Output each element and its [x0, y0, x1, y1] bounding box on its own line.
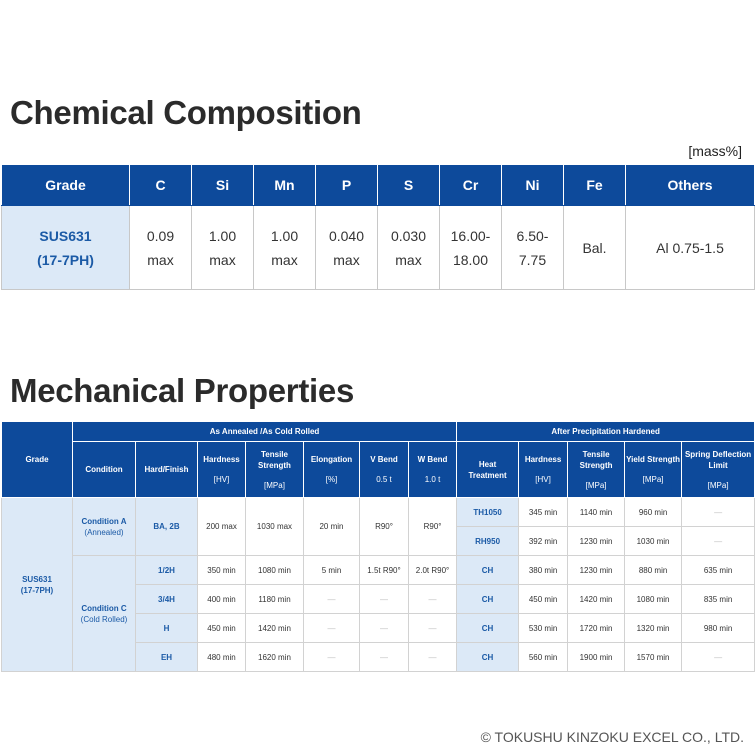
th1050-yield: 960 min	[625, 498, 682, 527]
mech-header-grade: Grade	[2, 422, 73, 498]
heat-treatment-cell: CH	[457, 643, 519, 672]
ph-hardness-cell: 560 min	[519, 643, 568, 672]
chem-header-fe: Fe	[564, 165, 626, 206]
elongation-cell: —	[304, 643, 360, 672]
chem-p-value: 0.040 max	[316, 206, 378, 290]
chem-header-c: C	[130, 165, 192, 206]
spring-cell: 635 min	[682, 556, 755, 585]
chem-mn-value: 1.00 max	[254, 206, 316, 290]
chem-c-value: 0.09 max	[130, 206, 192, 290]
rh950-tensile: 1230 min	[568, 527, 625, 556]
finish-cell: 3/4H	[136, 585, 198, 614]
wbend-cell: 2.0t R90°	[409, 556, 457, 585]
condition-a-cell: Condition A (Annealed)	[73, 498, 136, 556]
vbend-cell: —	[360, 585, 409, 614]
hardness-cell: 350 min	[198, 556, 246, 585]
heat-treatment-cell: CH	[457, 585, 519, 614]
wbend-cell: —	[409, 643, 457, 672]
chem-s-value: 0.030 max	[378, 206, 440, 290]
mech-header-hardness: Hardness [HV]	[198, 442, 246, 498]
mech-header-vbend: V Bend 0.5 t	[360, 442, 409, 498]
mech-header-ph-hardness: Hardness [HV]	[519, 442, 568, 498]
rh950-hardness: 392 min	[519, 527, 568, 556]
chem-grade-name: SUS631	[39, 227, 92, 244]
ph-tensile-cell: 1900 min	[568, 643, 625, 672]
mech-header-tensile: Tensile Strength [MPa]	[246, 442, 304, 498]
chem-fe-value: Bal.	[564, 206, 626, 290]
vbend-cell: —	[360, 614, 409, 643]
chem-header-ni: Ni	[502, 165, 564, 206]
elongation-cell: —	[304, 585, 360, 614]
chemical-composition-title: Chemical Composition	[10, 94, 362, 131]
cond-a-vbend: R90°	[360, 498, 409, 556]
heat-treatment-cell: CH	[457, 614, 519, 643]
mech-grade-cell: SUS631 (17-7PH)	[2, 498, 73, 672]
tensile-cell: 1080 min	[246, 556, 304, 585]
hardness-cell: 450 min	[198, 614, 246, 643]
chem-cr-value: 16.00- 18.00	[440, 206, 502, 290]
ph-tensile-cell: 1720 min	[568, 614, 625, 643]
chem-ni-value: 6.50- 7.75	[502, 206, 564, 290]
ph-hardness-cell: 450 min	[519, 585, 568, 614]
cond-a-wbend: R90°	[409, 498, 457, 556]
chem-header-mn: Mn	[254, 165, 316, 206]
spring-cell: 980 min	[682, 614, 755, 643]
mech-header-row	[2, 442, 755, 498]
chem-header-cr: Cr	[440, 165, 502, 206]
cond-a-elongation: 20 min	[304, 498, 360, 556]
elongation-cell: —	[304, 614, 360, 643]
mech-header-condition: Condition	[73, 442, 136, 498]
cond-a-hardness: 200 max	[198, 498, 246, 556]
chem-others-value: Al 0.75-1.5	[626, 206, 755, 290]
yield-cell: 1080 min	[625, 585, 682, 614]
finish-cell: EH	[136, 643, 198, 672]
mech-header-yield: Yield Strength [MPa]	[625, 442, 682, 498]
mech-header-ph-tensile: Tensile Strength [MPa]	[568, 442, 625, 498]
th1050-tensile: 1140 min	[568, 498, 625, 527]
tensile-cell: 1180 min	[246, 585, 304, 614]
chemical-composition-table	[1, 164, 755, 290]
yield-cell: 880 min	[625, 556, 682, 585]
chem-grade-cell	[2, 206, 130, 290]
ph-tensile-cell: 1230 min	[568, 556, 625, 585]
tensile-cell: 1620 min	[246, 643, 304, 672]
hardness-cell: 400 min	[198, 585, 246, 614]
heat-treatment-rh950: RH950	[457, 527, 519, 556]
rh950-spring: —	[682, 527, 755, 556]
chem-si-value: 1.00 max	[192, 206, 254, 290]
th1050-hardness: 345 min	[519, 498, 568, 527]
chem-header-s: S	[378, 165, 440, 206]
spring-cell: 835 min	[682, 585, 755, 614]
ph-tensile-cell: 1420 min	[568, 585, 625, 614]
spring-cell: —	[682, 643, 755, 672]
vbend-cell: —	[360, 643, 409, 672]
elongation-cell: 5 min	[304, 556, 360, 585]
condition-c-cell: Condition C (Cold Rolled)	[73, 556, 136, 672]
mechanical-properties-title: Mechanical Properties	[10, 372, 355, 409]
finish-cell: 1/2H	[136, 556, 198, 585]
rh950-yield: 1030 min	[625, 527, 682, 556]
chem-header-grade: Grade	[2, 165, 130, 206]
chem-grade-alias: (17-7PH)	[37, 251, 94, 268]
heat-treatment-th1050: TH1050	[457, 498, 519, 527]
mech-group-header-row	[2, 422, 755, 442]
chem-header-others: Others	[626, 165, 755, 206]
tensile-cell: 1420 min	[246, 614, 304, 643]
finish-ba-2b: BA, 2B	[136, 498, 198, 556]
mech-header-heat-treatment: Heat Treatment	[457, 442, 519, 498]
vbend-cell: 1.5t R90°	[360, 556, 409, 585]
mechanical-properties-table	[1, 421, 755, 672]
finish-cell: H	[136, 614, 198, 643]
ph-hardness-cell: 530 min	[519, 614, 568, 643]
mech-header-elongation: Elongation [%]	[304, 442, 360, 498]
mech-header-hard-finish: Hard/Finish	[136, 442, 198, 498]
mech-group-hardened: After Precipitation Hardened	[457, 422, 755, 442]
chem-header-p: P	[316, 165, 378, 206]
chem-header-row	[2, 165, 755, 206]
wbend-cell: —	[409, 585, 457, 614]
wbend-cell: —	[409, 614, 457, 643]
yield-cell: 1320 min	[625, 614, 682, 643]
ph-hardness-cell: 380 min	[519, 556, 568, 585]
mech-header-wbend: W Bend 1.0 t	[409, 442, 457, 498]
yield-cell: 1570 min	[625, 643, 682, 672]
cond-a-tensile: 1030 max	[246, 498, 304, 556]
heat-treatment-cell: CH	[457, 556, 519, 585]
table-row	[2, 498, 755, 527]
th1050-spring: —	[682, 498, 755, 527]
mass-unit-label: [mass%]	[688, 143, 742, 159]
chem-data-row	[2, 206, 755, 290]
chem-header-si: Si	[192, 165, 254, 206]
mech-header-spring: Spring Deflection Limit [MPa]	[682, 442, 755, 498]
hardness-cell: 480 min	[198, 643, 246, 672]
mech-group-annealed: As Annealed /As Cold Rolled	[73, 422, 457, 442]
copyright-footer: © TOKUSHU KINZOKU EXCEL CO., LTD.	[480, 729, 744, 745]
table-row	[2, 556, 755, 585]
